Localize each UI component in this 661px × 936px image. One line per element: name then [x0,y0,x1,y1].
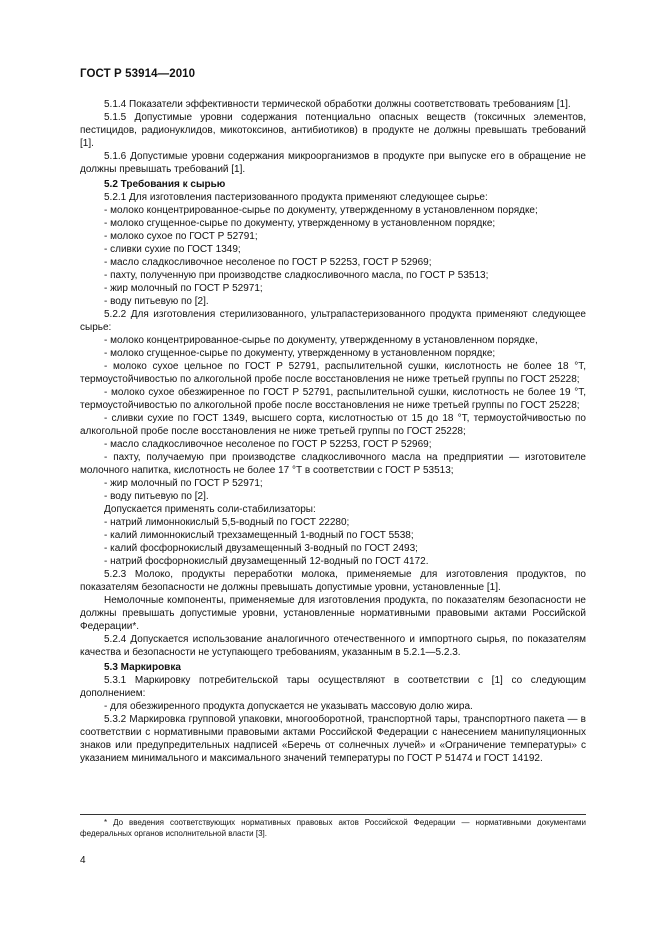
footnote: * До введения соответствующих нормативных правовых актов Российской Федерации — нормативными документами федеральных органов исполнительной власти [3]. [80,818,586,838]
paragraph: 5.3.1 Маркировку потребительской тары осуществляют в соответствии с [1] со следующим дополнением: [80,675,586,699]
paragraph: 5.1.5 Допустимые уровни содержания потенциально опасных веществ (токсичных элементов, пестицидов, радионуклидов, микотоксинов, антибиотиков) в продукте не должны превышать требований [1]. [80,112,586,149]
list-item: - молоко сгущенное-сырье по документу, утвержденному в установленном порядке; [104,348,496,359]
section-heading: 5.2 Требования к сырью [104,179,226,190]
list-item: - молоко концентрированное-сырье по документу, утвержденному в установленном порядке, [104,335,538,346]
paragraph: - пахту, получаемую при производстве сладкосливочного масла на предприятии — изготовителе молочного напитка, кислотность не более 17 °Т в соответствии с ГОСТ Р 53513; [80,452,586,476]
list-item: - пахту, полученную при производстве сладкосливочного масла, по ГОСТ Р 53513; [104,270,489,281]
list-item: - калий фосфорнокислый двузамещенный 3-водный по ГОСТ 2493; [104,543,418,554]
list-item: - молоко сгущенное-сырье по документу, утвержденному в установленном порядке; [104,218,496,229]
list-item: Допускается применять соли-стабилизаторы: [104,504,316,515]
list-item: - для обезжиренного продукта допускается не указывать массовую долю жира. [104,701,473,712]
list-item: - натрий лимоннокислый 5,5-водный по ГОСТ 22280; [104,517,350,528]
document-header: ГОСТ Р 53914—2010 [80,68,196,80]
paragraph: - сливки сухие по ГОСТ 1349, высшего сорта, кислотностью от 15 до 18 °Т, термоустойчивостью по алкогольной пробе после восстановления не ниже третьей группы по ГОСТ 25228; [80,413,586,437]
list-item: - сливки сухие по ГОСТ 1349; [104,244,241,255]
list-item: - натрий фосфорнокислый двузамещенный 12-водный по ГОСТ 4172. [104,556,429,567]
list-item: - молоко концентрированное-сырье по документу, утвержденному в установленном порядке; [104,205,538,216]
list-item: - масло сладкосливочное несоленое по ГОСТ Р 52253, ГОСТ Р 52969; [104,439,432,450]
paragraph: 5.2.1 Для изготовления пастеризованного продукта применяют следующее сырье: [104,192,488,203]
list-item: - жир молочный по ГОСТ Р 52971; [104,478,263,489]
paragraph: - молоко сухое обезжиренное по ГОСТ Р 52791, распылительной сушки, кислотность не более 19 °Т, термоустойчивостью по алкогольной пробе после восстановления не ниже третьей группы по ГОСТ 25228; [80,387,586,411]
page-number: 4 [80,855,86,866]
paragraph: 5.2.4 Допускается использование аналогичного отечественного и импортного сырья, по показателям качества и безопасности не уступающего требованиям, указанным в 5.2.1—5.2.3. [80,634,586,658]
list-item: - молоко сухое по ГОСТ Р 52791; [104,231,258,242]
body-text [80,98,586,765]
paragraph: Немолочные компоненты, применяемые для изготовления продукта, по показателям безопасности не должны превышать допустимые уровни, установленные нормативными правовыми актами Российской Федерации*. [80,595,586,632]
paragraph: 5.1.4 Показатели эффективности термической обработки должны соответствовать требованиям [1]. [104,99,571,110]
list-item: - калий лимоннокислый трехзамещенный 1-водный по ГОСТ 5538; [104,530,414,541]
paragraph: - молоко сухое цельное по ГОСТ Р 52791, распылительной сушки, кислотность не более 18 °Т, термоустойчивостью по алкогольной пробе после восстановления не ниже третьей группы по ГОСТ 25228; [80,361,586,385]
paragraph: 5.2.2 Для изготовления стерилизованного, ультрапастеризованного продукта применяют следующее сырье: [80,309,586,333]
paragraph: 5.2.3 Молоко, продукты переработки молока, применяемые для изготовления продуктов, по показателям безопасности не должны превышать допустимые уровни, установленные [1]. [80,569,586,593]
section-heading: 5.3 Маркировка [104,662,181,673]
list-item: - масло сладкосливочное несоленое по ГОСТ Р 52253, ГОСТ Р 52969; [104,257,432,268]
list-item: - воду питьевую по [2]. [104,491,209,502]
list-item: - воду питьевую по [2]. [104,296,209,307]
list-item: - жир молочный по ГОСТ Р 52971; [104,283,263,294]
footnote-divider [80,814,586,815]
paragraph: 5.3.2 Маркировка групповой упаковки, многооборотной, транспортной тары, транспортного пакета — в соответствии с нормативными правовыми актами Российской Федерации с нанесением манипуляционных знаков или предупредительных надписей «Беречь от солнечных лучей» и «Ограничение температуры» с указанием минимального и максимального значений температуры по ГОСТ Р 51474 и ГОСТ 14192. [80,714,586,764]
paragraph: 5.1.6 Допустимые уровни содержания микроорганизмов в продукте при выпуске его в обращение не должны превышать требований [1]. [80,151,586,175]
